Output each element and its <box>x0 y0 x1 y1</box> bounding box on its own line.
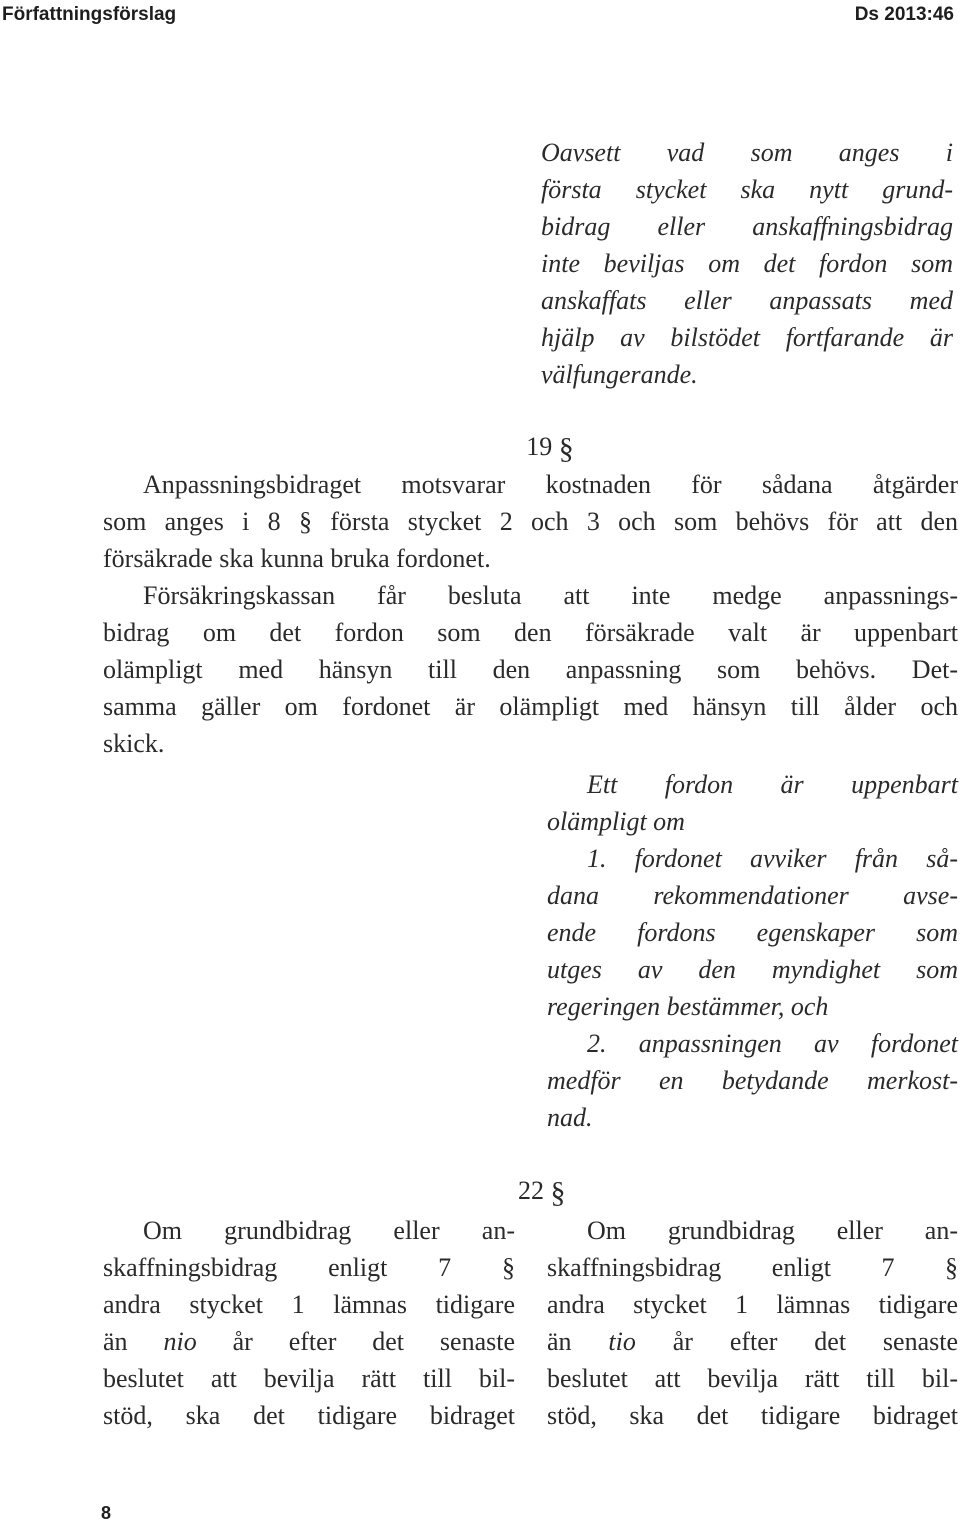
text-line: stöd, ska det tidigare bidraget <box>547 1401 958 1430</box>
text-line: som anges i 8 § första stycket 2 och 3 och som behövs för att den <box>103 507 958 536</box>
section-number: 19 <box>526 432 553 461</box>
text-line: Ett fordon är uppenbart <box>587 770 958 799</box>
header-document-id: Ds 2013:46 <box>854 4 954 25</box>
section-19-text <box>103 466 958 762</box>
text-word: än <box>547 1327 572 1356</box>
text-line: andra stycket 1 lämnas tidigare <box>103 1290 515 1319</box>
text-line: Oavsett vad som anges i <box>541 138 953 167</box>
text-line: välfungerande. <box>541 360 698 389</box>
page-header <box>0 0 960 34</box>
text-line: nad. <box>547 1103 593 1132</box>
proposed-text-18-paragraph <box>541 134 953 393</box>
text-line: skaffningsbidrag enligt 7 § <box>547 1253 958 1282</box>
text-line: utges av den myndighet som <box>547 955 958 984</box>
text-line: ende fordons egenskaper som <box>547 918 958 947</box>
text-word: än <box>103 1327 128 1356</box>
text-line: medför en betydande merkost- <box>547 1066 958 1095</box>
text-line: skick. <box>103 729 165 758</box>
text-line: Försäkringskassan får besluta att inte medge anpassnings- <box>143 581 958 610</box>
emphasized-word: tio <box>608 1327 636 1356</box>
text-line: beslutet att bevilja rätt till bil- <box>547 1364 958 1393</box>
proposed-text-19-paragraph <box>547 766 958 1136</box>
section-symbol: § <box>550 1176 566 1209</box>
text-line: anskaffats eller anpassats med <box>541 286 953 315</box>
text-line <box>103 1323 515 1360</box>
text-line: olämpligt om <box>547 807 685 836</box>
section-symbol: § <box>558 432 574 465</box>
page-number: 8 <box>101 1503 112 1523</box>
text-line: olämpligt med hänsyn till den anpassning som behövs. Det- <box>103 655 958 684</box>
header-document-type: Författningsförslag <box>2 4 177 25</box>
emphasized-word: nio <box>163 1327 197 1356</box>
text-line: bidrag om det fordon som den försäkrade valt är uppenbart <box>103 618 958 647</box>
text-line: Om grundbidrag eller an- <box>143 1216 515 1245</box>
text-line: bidrag eller anskaffningsbidrag <box>541 212 953 241</box>
text-word: år efter det senaste <box>232 1327 516 1356</box>
text-line: hjälp av bilstödet fortfarande är <box>541 323 953 352</box>
text-line: dana rekommendationer avse- <box>547 881 958 910</box>
section-22-proposed-text <box>547 1212 958 1434</box>
text-line: beslutet att bevilja rätt till bil- <box>103 1364 515 1393</box>
section-19-heading <box>0 432 960 466</box>
text-line: andra stycket 1 lämnas tidigare <box>547 1290 958 1319</box>
text-line: skaffningsbidrag enligt 7 § <box>103 1253 515 1282</box>
section-22-heading <box>518 1176 566 1210</box>
text-word: år efter det senaste <box>672 1327 959 1356</box>
text-line: samma gäller om fordonet är olämpligt med hänsyn till ålder och <box>103 692 958 721</box>
text-line: Om grundbidrag eller an- <box>587 1216 958 1245</box>
section-22-current-text <box>103 1212 515 1434</box>
section-number: 22 <box>518 1176 544 1205</box>
text-line <box>547 1323 958 1360</box>
text-line: inte beviljas om det fordon som <box>541 249 953 278</box>
text-line: stöd, ska det tidigare bidraget <box>103 1401 515 1430</box>
text-line: 1. fordonet avviker från så- <box>587 844 958 873</box>
text-line: första stycket ska nytt grund- <box>541 175 953 204</box>
text-line: Anpassningsbidraget motsvarar kostnaden för sådana åtgärder <box>143 470 958 499</box>
text-line: försäkrade ska kunna bruka fordonet. <box>103 544 491 573</box>
text-line: 2. anpassningen av fordonet <box>587 1029 958 1058</box>
text-line: regeringen bestämmer, och <box>547 992 829 1021</box>
